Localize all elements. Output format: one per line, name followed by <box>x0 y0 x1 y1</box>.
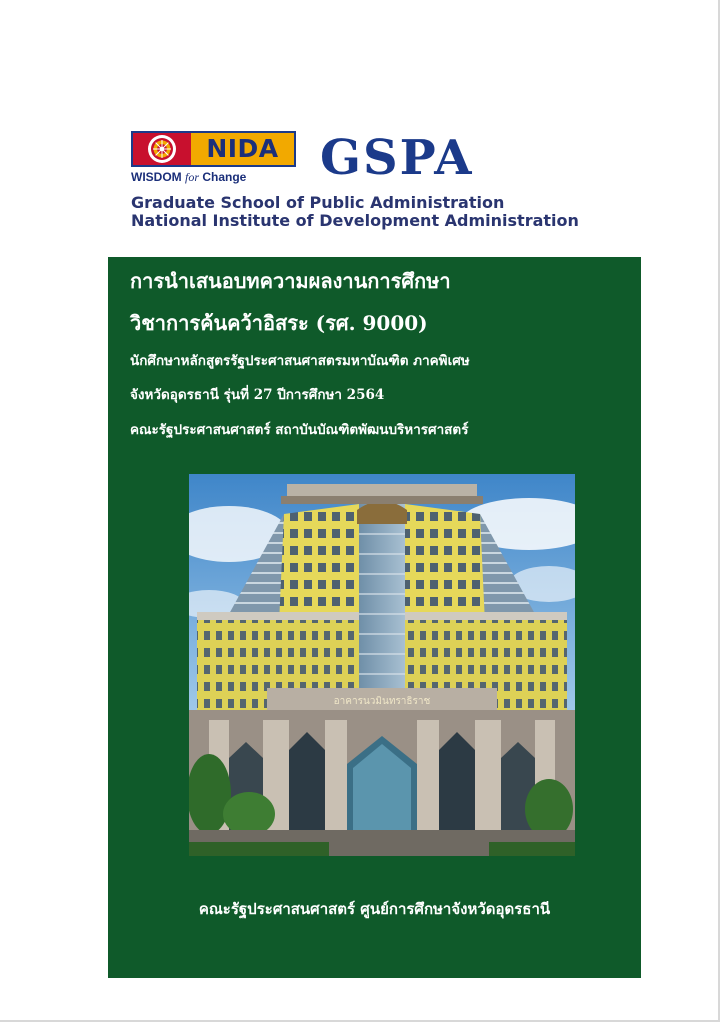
nida-tagline-for: for <box>185 170 200 184</box>
building-sign-text: อาคารนวมินทราธิราช <box>333 696 431 707</box>
cover-title-line-2: วิชาการค้นคว้าอิสระ (รศ. 9000) <box>130 311 428 335</box>
cover-subtitle-faculty: คณะรัฐประศาสนศาสตร์ สถาบันบัณฑิตพัฒนบริหารศาสตร์ <box>130 422 469 438</box>
cover-title-line-1: การนำเสนอบทความผลงานการศึกษา <box>130 269 451 293</box>
school-name: Graduate School of Public Administration <box>131 193 505 212</box>
nida-tagline <box>131 169 296 185</box>
cover-subtitle-cohort: จังหวัดอุดรธานี รุ่นที่ 27 ปีการศึกษา 2564 <box>130 387 385 403</box>
building-photo <box>189 474 575 856</box>
cover-subtitle-program: นักศึกษาหลักสูตรรัฐประศาสนศาสตรมหาบัณฑิต ภาคพิเศษ <box>130 353 470 369</box>
institute-name: National Institute of Development Administration <box>131 211 579 230</box>
nida-tagline-change: Change <box>199 170 247 184</box>
gspa-logo: GSPA <box>320 130 474 186</box>
nida-logo-text: NIDA <box>206 134 279 163</box>
cover-panel <box>108 257 641 978</box>
nida-seal-icon <box>147 134 177 164</box>
nida-logo-banner <box>131 131 296 167</box>
cover-footer: คณะรัฐประศาสนศาสตร์ ศูนย์การศึกษาจังหวัดอุดรธานี <box>198 900 551 918</box>
nida-seal-box <box>133 133 191 165</box>
nida-logo <box>131 131 296 186</box>
nida-tagline-wisdom: WISDOM <box>131 170 185 184</box>
